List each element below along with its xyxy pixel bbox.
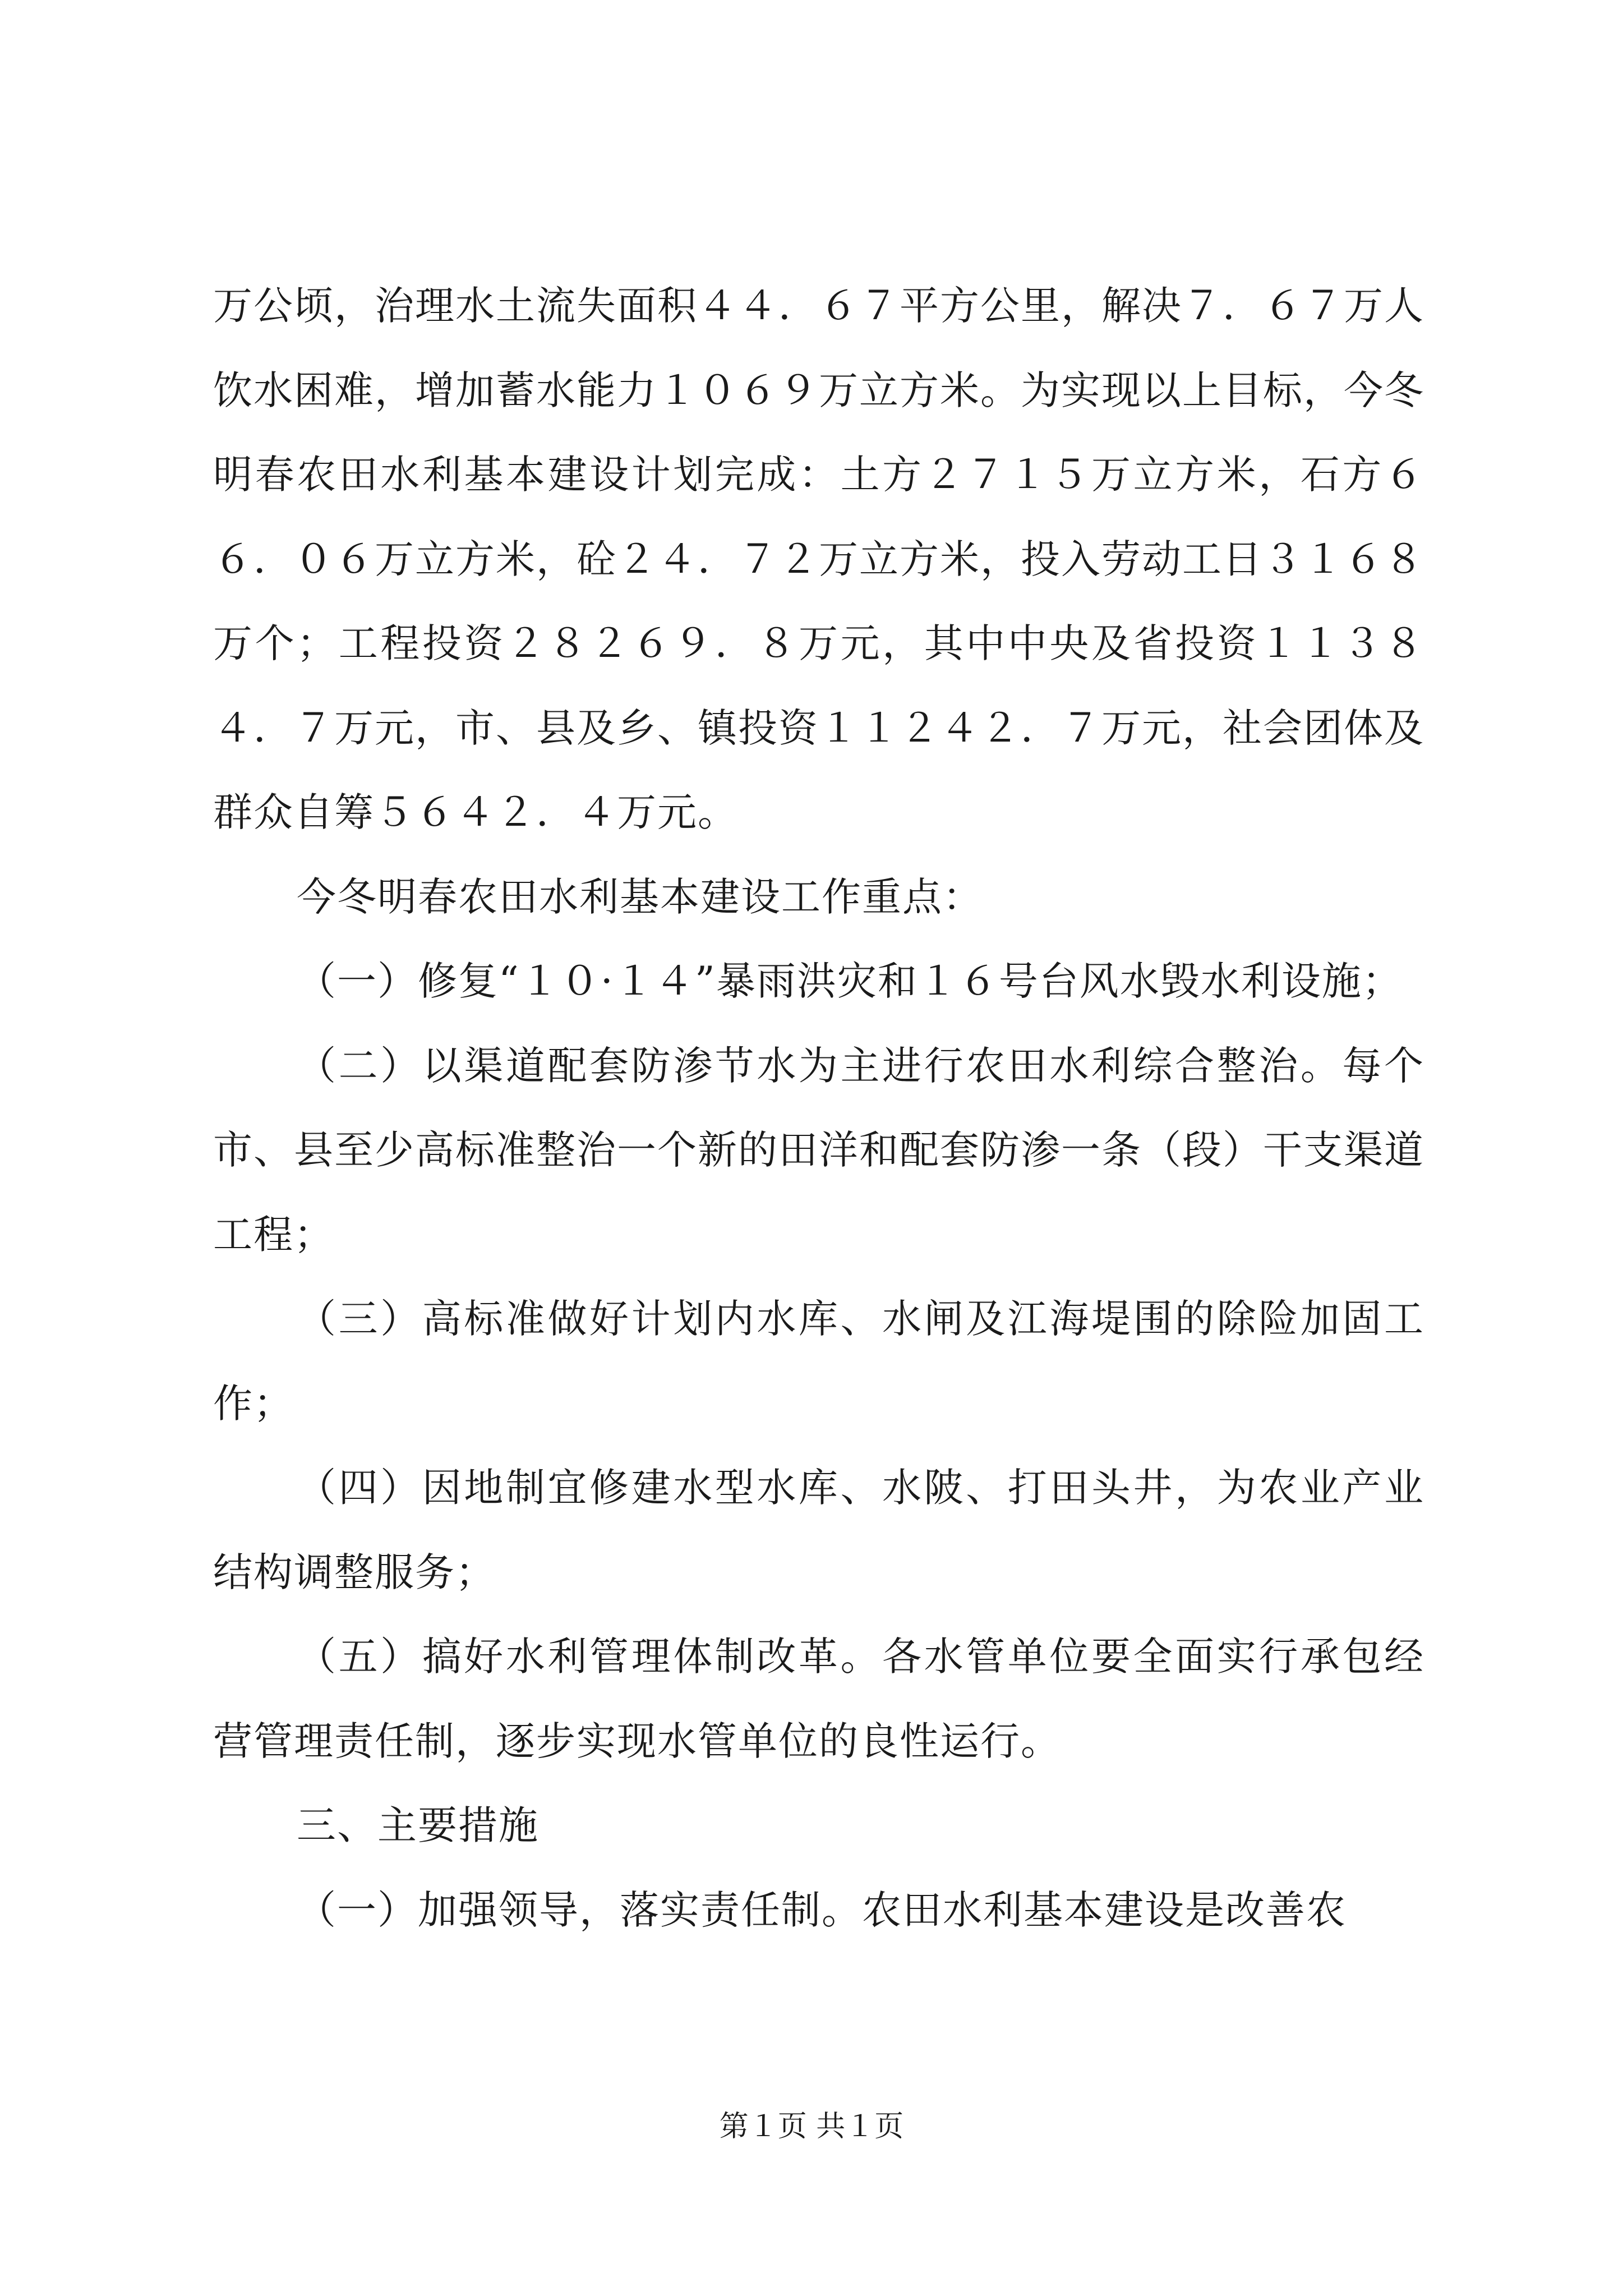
- paragraph-task-3: （三）高标准做好计划内水库、水闸及江海堤围的除险加固工作；: [213, 1296, 1424, 1427]
- paragraph-targets-and-budget: 万公顷，治理水土流失面积４４．６７平方公里，解决７．６７万人饮水困难，增加蓄水能力１０６９万立方米。为实现以上目标，今冬明春农田水利基本建设计划完成：土方２７１５万立方米，石方６６．０６万立方米，砼２４．７２万立方米，投入劳动工日３１６８万个；工程投资２８２６９．８万元，其中中央及省投资１１３８４．７万元，市、县及乡、镇投资１１２４２．７万元，社会团体及群众自筹５６４２．４万元。: [213, 283, 1424, 835]
- paragraph-measure-1: （一）加强领导，落实责任制。农田水利基本建设是改善农: [297, 1887, 1347, 1933]
- paragraph-task-1: （一）修复“１０·１４”暴雨洪灾和１６号台风水毁水利设施；: [297, 958, 1403, 1004]
- section-heading-main-measures: 三、主要措施: [297, 1802, 539, 1848]
- document-body: [213, 264, 1424, 1952]
- paragraph-task-4: （四）因地制宜修建水型水库、水陂、打田头井，为农业产业结构调整服务；: [213, 1465, 1424, 1595]
- page-number-footer: 第１页 共１页: [719, 2110, 904, 2143]
- paragraph-key-tasks-heading: 今冬明春农田水利基本建设工作重点：: [297, 873, 983, 920]
- paragraph-task-2: （二）以渠道配套防渗节水为主进行农田水利综合整治。每个市、县至少高标准整治一个新的田洋和配套防渗一条（段）干支渠道工程；: [213, 1042, 1424, 1258]
- paragraph-task-5: （五）搞好水利管理体制改革。各水管单位要全面实行承包经营管理责任制，逐步实现水管单位的良性运行。: [213, 1634, 1424, 1764]
